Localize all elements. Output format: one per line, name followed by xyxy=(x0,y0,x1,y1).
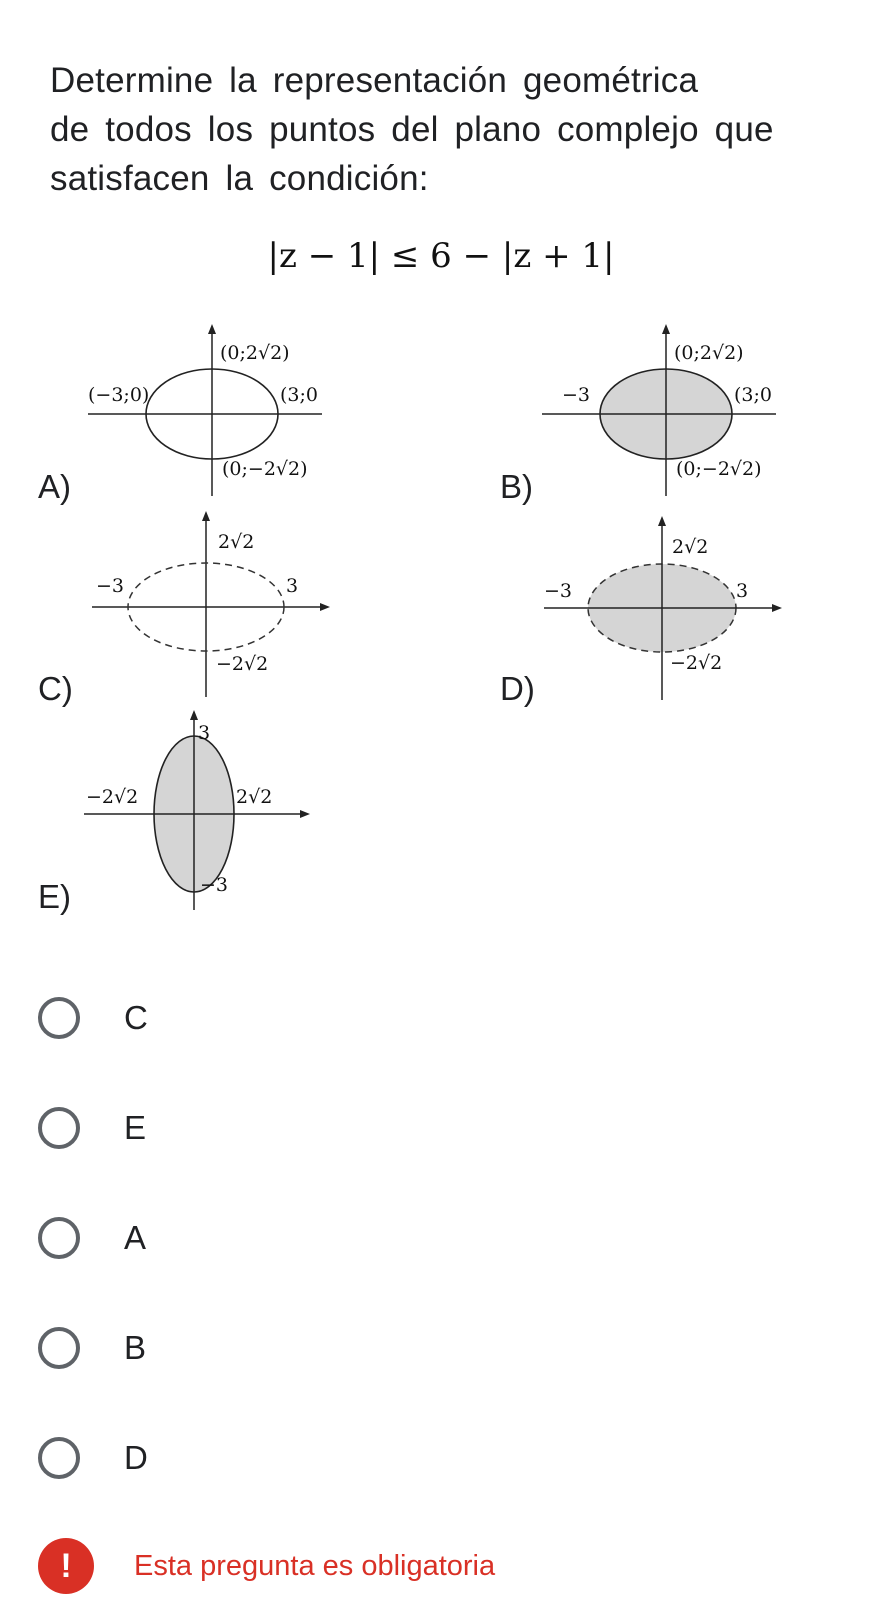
y-axis-arrow xyxy=(202,511,210,521)
figure-c-label-bottom: −2√2 xyxy=(216,653,269,675)
option-c[interactable] xyxy=(38,990,438,1046)
y-axis-arrow xyxy=(662,324,670,334)
figure-e-label-left: −2√2 xyxy=(86,786,139,808)
figure-b-label-bottom: (0;−2√2) xyxy=(676,458,762,480)
required-message: Esta pregunta es obligatoria xyxy=(134,1549,496,1582)
x-axis-arrow xyxy=(300,810,310,818)
option-b[interactable] xyxy=(38,1320,438,1376)
figure-c-graph xyxy=(88,505,338,705)
figure-b-label-top: (0;2√2) xyxy=(674,342,744,364)
x-axis-arrow xyxy=(772,604,782,612)
figure-a-label-top: (0;2√2) xyxy=(220,342,290,364)
y-axis-arrow xyxy=(190,710,198,720)
figure-d-label-left: −3 xyxy=(544,580,573,602)
figure-d xyxy=(540,512,790,712)
figure-c-label-right: 3 xyxy=(286,575,299,597)
option-label: D xyxy=(124,1439,148,1476)
option-e[interactable] xyxy=(38,1100,438,1156)
y-axis-arrow xyxy=(658,516,666,526)
figure-a xyxy=(80,318,330,498)
figure-e-label-right: 2√2 xyxy=(236,786,273,808)
alert-icon: ! xyxy=(38,1538,94,1594)
figure-c xyxy=(88,505,338,705)
option-label: B xyxy=(124,1329,147,1366)
figure-e-letter: E) xyxy=(38,878,71,915)
figure-a-label-right: (3;0 xyxy=(280,384,318,406)
radio-button[interactable] xyxy=(38,1327,80,1369)
figure-c-letter: C) xyxy=(38,670,73,707)
figure-d-label-right: 3 xyxy=(736,580,749,602)
y-axis-arrow xyxy=(208,324,216,334)
question-line: satisfacen la condición: xyxy=(50,159,429,198)
figure-d-label-top: 2√2 xyxy=(672,536,709,558)
figure-b-letter: B) xyxy=(500,468,533,505)
option-label: E xyxy=(124,1109,147,1146)
figure-d-label-bottom: −2√2 xyxy=(670,652,723,674)
figure-e xyxy=(80,710,320,930)
radio-button[interactable] xyxy=(38,1217,80,1259)
figure-b xyxy=(534,318,784,498)
radio-button[interactable] xyxy=(38,1437,80,1479)
option-d[interactable] xyxy=(38,1430,438,1486)
figure-b-label-left: −3 xyxy=(562,384,591,406)
figure-a-label-bottom: (0;−2√2) xyxy=(222,458,308,480)
x-axis-arrow xyxy=(320,603,330,611)
radio-button[interactable] xyxy=(38,997,80,1039)
required-warning xyxy=(38,1538,495,1594)
question-text xyxy=(50,56,870,203)
figure-c-label-top: 2√2 xyxy=(218,531,255,553)
figure-e-label-top: 3 xyxy=(198,722,211,744)
option-label: C xyxy=(124,999,148,1036)
figure-e-label-bottom: −3 xyxy=(200,874,229,896)
figure-b-label-right: (3;0 xyxy=(734,384,772,406)
figure-c-label-left: −3 xyxy=(96,575,125,597)
figure-a-letter: A) xyxy=(38,468,71,505)
option-a[interactable] xyxy=(38,1210,438,1266)
figure-d-letter: D) xyxy=(500,670,535,707)
figure-a-label-left: (−3;0) xyxy=(88,384,150,406)
figure-d-graph xyxy=(540,512,790,712)
radio-button[interactable] xyxy=(38,1107,80,1149)
question-line: de todos los puntos del plano complejo que xyxy=(50,110,774,149)
option-label: A xyxy=(124,1219,147,1256)
condition-formula: |z − 1| ≤ 6 − |z + 1| xyxy=(267,236,615,276)
question-line: Determine la representación geométrica xyxy=(50,61,699,100)
